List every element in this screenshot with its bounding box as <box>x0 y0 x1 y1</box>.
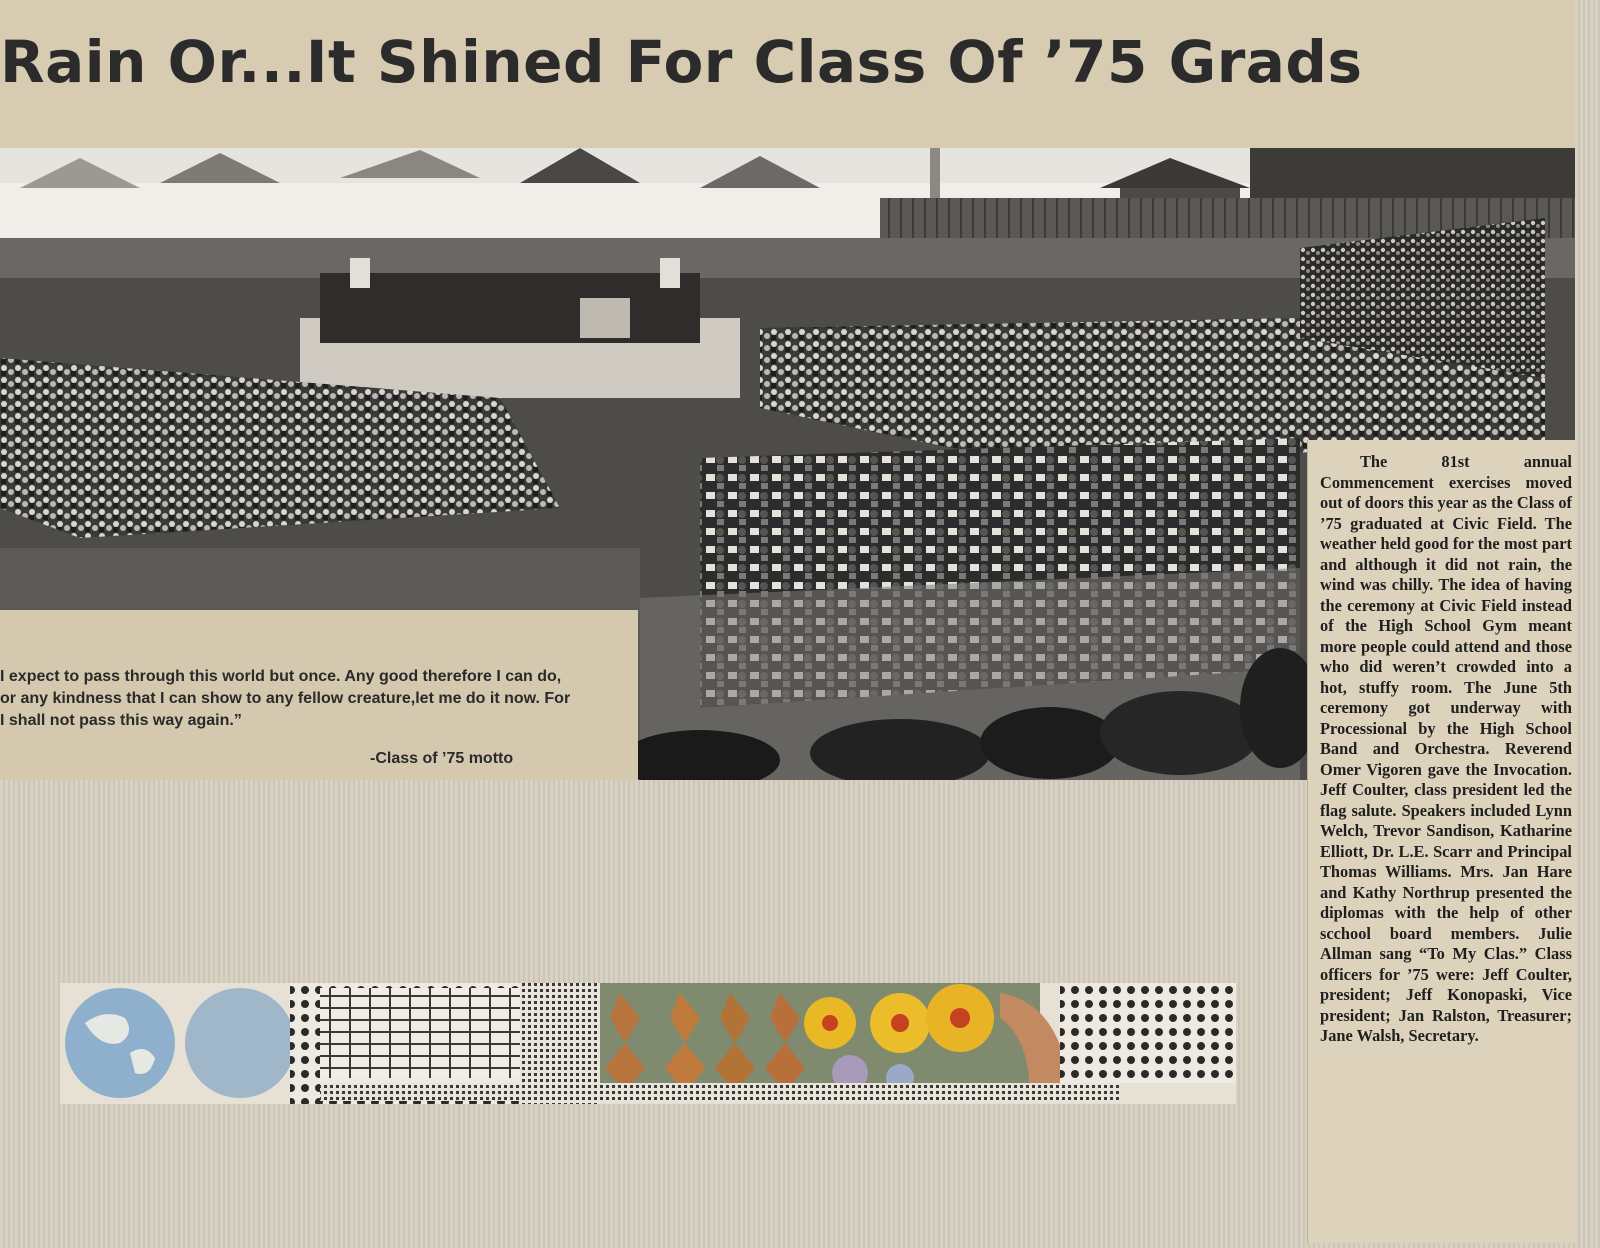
motto-quote: I expect to pass through this world but once. Any good therefore I can do, or any kindness that I can show to any fellow creature,let me do it now. For I shall not pass this way again.” <box>0 668 571 729</box>
decorative-ribbon <box>60 983 1236 1104</box>
article-body: The 81st annual Commencement exercises moved out of doors this year as the Class of ’75 graduated at Civic Field. The weather held good for the most part and although it did not rain, the wind was chilly. The idea of having the ceremony at Civic Field instead of the High School Gym meant more people could attend and those who did weren’t crowded into a hot, stuffy room. The June 5th ceremony got underway with Processional by the High School Band and Orchestra. Reverend Omer Vigoren gave the Invocation. Jeff Coulter, class president led the flag salute. Speakers included Lynn Welch, Trevor Sandison, Katharine Elliott, Dr. L.E. Scarr and Principal Thomas Williams. Mrs. Jan Hare and Kathy Northrup presented the diplomas with the help of other scchool board members. Julie Allman sang “To My Clas.” Class officers for ’75 were: Jeff Coulter, president; Jeff Konopaski, Vice president; Jan Ralston, Treasurer; Jane Walsh, Secretary. <box>1320 452 1572 1045</box>
motto-attribution: -Class of ’75 motto <box>370 750 514 767</box>
motto-box <box>0 610 638 780</box>
article-column <box>1308 440 1576 1243</box>
headline: Rain Or...It Shined For Class Of ’75 Grads <box>0 28 1363 96</box>
